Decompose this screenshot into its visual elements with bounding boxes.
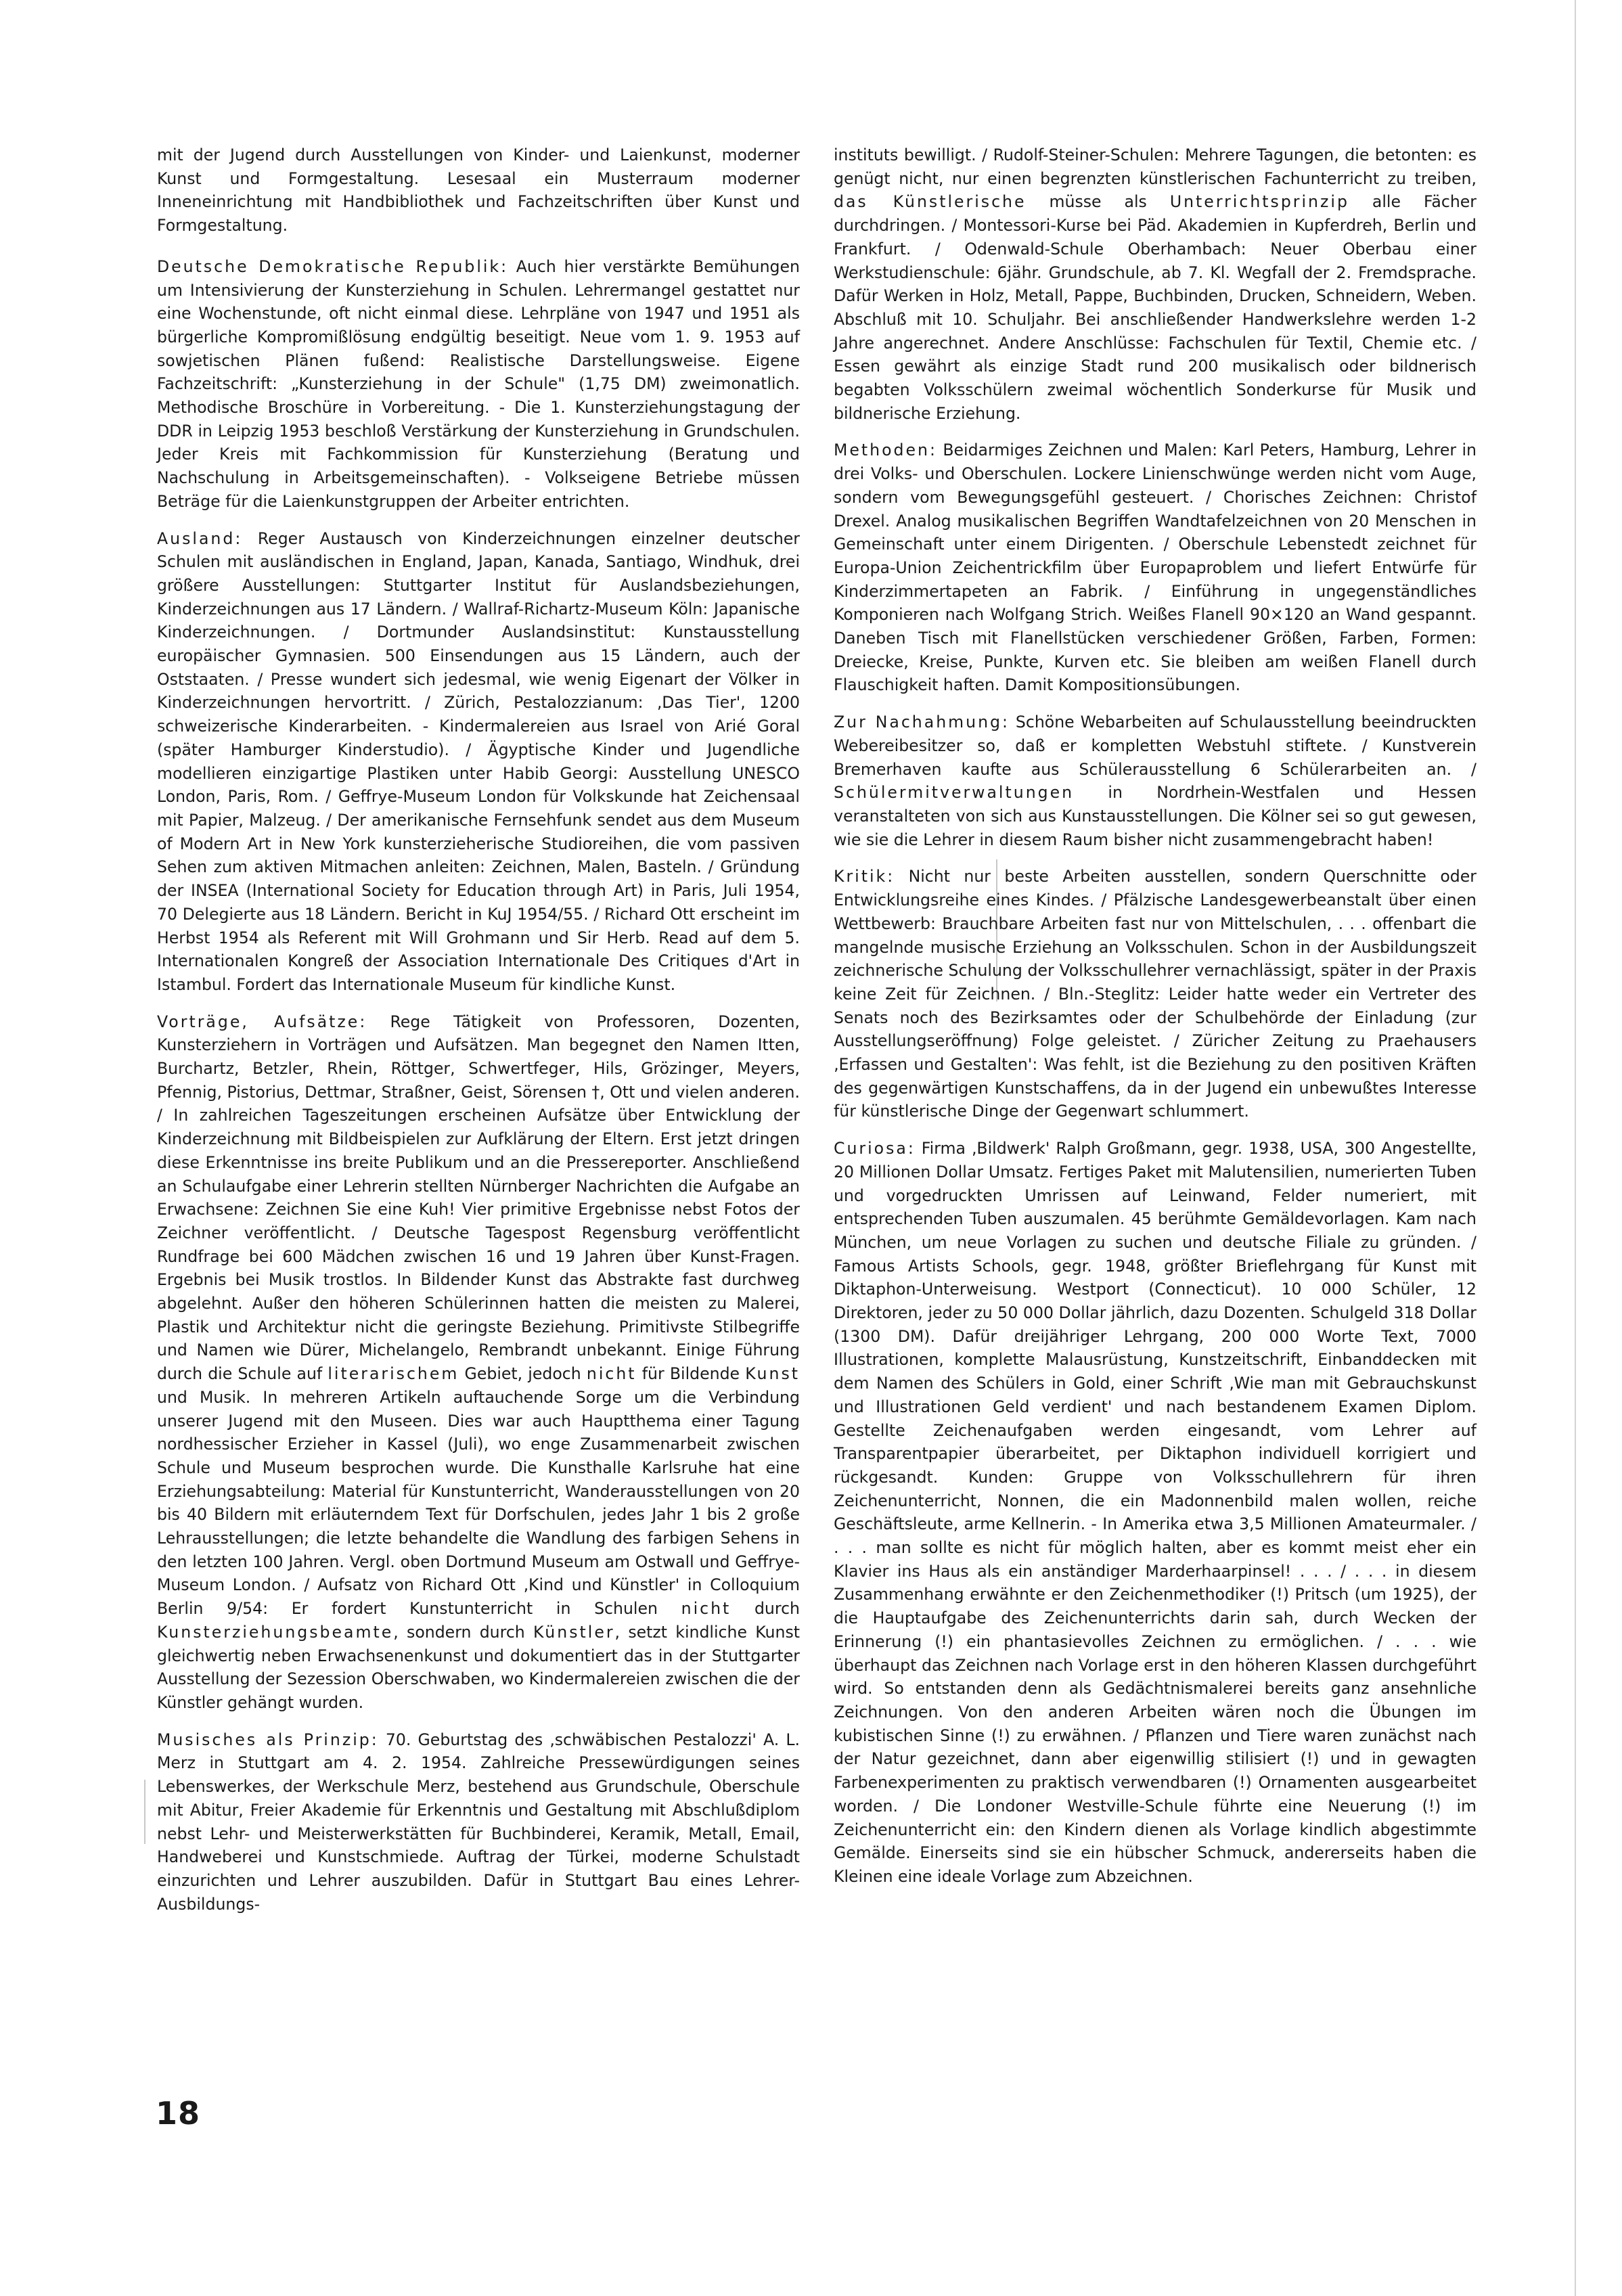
section-heading: Vorträge, Aufsätze:: [157, 1012, 367, 1031]
paragraph-musisches: Musisches als Prinzip: 70. Geburtstag des ‚schwäbischen Pestalozzi' A. L. Merz in Stuttgart am 4. 2. 1954. Zahlreiche Pressewürdigungen seines Lebenswerkes, der Werkschule Merz, bestehend aus Grundschule, Oberschule mit Abitur, Freier Akademie für Erkenntnis und Gestaltung mit Abschlußdiplom nebst Lehr- und Meisterwerkstätten für Buchbinderei, Keramik, Metall, Email, Handweberei und Kunstschmiede. Auftrag der Türkei, moderne Schulstadt einzurichten und Lehrer auszubilden. Dafür in Stuttgart Bau eines Lehrer-Ausbildungs-: [157, 1730, 800, 1914]
section-heading: Methoden:: [834, 441, 937, 460]
section-heading: Kritik:: [834, 867, 895, 886]
right-column: [834, 143, 1477, 1902]
spaced-word: literarischem: [328, 1364, 459, 1384]
left-column: [157, 143, 800, 1929]
section-heading: Ausland:: [157, 528, 243, 548]
paragraph-intro: mit der Jugend durch Ausstellungen von Kinder- und Laienkunst, moderner Kunst und Formgestaltung. Lesesaal ein Musterraum moderner Inneneinrichtung mit Handbibliothek und Fachzeitschriften über Kunst und Formgestaltung.: [157, 145, 800, 235]
paragraph-ddr: Deutsche Demokratische Republik: Auch hier verstärkte Bemühungen um Intensivierung der Kunsterziehung in Schulen. Lehrermangel gestattet nur eine Wochenstunde, oft nicht einmal diese. Lehrpläne von 1947 und 1951 als bürgerliche Kompromißlösung endgültig beseitigt. Neue vom 1. 9. 1953 auf sowjetischen Plänen fußend: Realistische Darstellungsweise. Eigene Fachzeitschrift: „Kunsterziehung in der Schule" (1,75 DM) zweimonatlich. Methodische Broschüre in Vorbereitung. - Die 1. Kunsterziehungstagung der DDR in Leipzig 1953 beschloß Verstärkung der Kunsterziehung in Grundschulen. Jeder Kreis mit Fachkommission für Kunsterziehung (Beratung und Nachschulung in Arbeitsgemeinschaften). - Volkseigene Betriebe müssen Beträge für die Laienkunstgruppen der Arbeiter entrichten.: [157, 256, 801, 511]
paragraph-vortraege: Vorträge, Aufsätze: Rege Tätigkeit von Professoren, Dozenten, Kunsterziehern in Vorträgen und Aufsätzen. Man begegnet den Namen Itten, Burchartz, Betzler, Rhein, Röttger, Schwertfeger, Hils, Grözinger, Meyers, Pfennig, Pistorius, Dettmar, Straßner, Geist, Sörensen †, Ott und vielen anderen. / In zahlreichen Tageszeitungen erscheinen Aufsätze über Entwicklung der Kinderzeichnung mit Bildbeispielen zur Aufklärung der Eltern. Erst jetzt dringen diese Erkenntnisse ins breite Publikum und an die Pressereporter. Anschließend an Schulaufgabe einer Lehrerin stellten Nürnberger Nachrichten die Aufgabe an Erwachsene: Zeichnen Sie eine Kuh! Vier primitive Ergebnisse nebst Fotos der Zeichner veröffentlicht. / Deutsche Tagespost Regensburg veröffentlicht Rundfrage bei 600 Mädchen zwischen 16 und 19 Jahren über Kunst-Fragen. Ergebnis bei Musik trostlos. In Bildender Kunst das Abstrakte fast durchweg abgelehnt. Außer den höheren Schülerinnen hatten die meisten zu Malerei, Plastik und Architektur nicht die geringste Beziehung. Primitivste Stilbegriffe und Namen wie Dürer, Michelangelo, Rembrandt unbekannt. Einige Führung durch die Schule auf literarischem Gebiet, jedoch nicht für Bildende Kunst und Musik. In mehreren Artikeln auftauchende Sorge um die Verbindung unserer Jugend mit den Museen. Dies war auch Hauptthema einer Tagung nordhessischer Erzieher in Kassel (Juli), wo enge Zusammenarbeit zwischen Schule und Museum besprochen wurde. Die Kunsthalle Karlsruhe hat eine Erziehungsabteilung: Material für Kunstunterricht, Wanderausstellungen von 20 bis 40 Bildern mit erläuterndem Text für Dorfschulen, jedes Jahr 1 bis 2 große Lehrausstellungen; die letzte behandelte die Wandlung des farbigen Sehens in den letzten 100 Jahren. Vergl. oben Dortmund Museum am Ostwall und Geffrye-Museum London. / Aufsatz von Richard Ott ‚Kind und Künstler' in Colloquium Berlin 9/54: Er fordert Kunstunterricht in Schulen nicht durch Kunsterziehungsbeamte, sondern durch Künstler, setzt kindliche Kunst gleichwertig neben Erwachsenenkunst und dokumentiert das in der Stuttgarter Ausstellung der Sezession Oberschwaben, wo Kindermalereien zwischen die der Künstler gehängt wurden.: [157, 1012, 800, 1712]
paragraph-methoden: Methoden: Beidarmiges Zeichnen und Malen: Karl Peters, Hamburg, Lehrer in drei Volks- und Oberschulen. Lockere Linienschwünge werden nicht vom Auge, sondern vom Bewegungsgefühl gesteuert. / Chorisches Zeichnen: Christof Drexel. Analog musikalischen Begriffen Wandtafelzeichnen von 20 Menschen in Gemeinschaft unter einem Dirigenten. / Oberschule Lebenstedt zeichnet für Europa-Union Zeichentrickfilm über Europaproblem und liefert Entwürfe für Kinderzimmertapeten an Fabrik. / Einführung in ungegenständliches Komponieren nach Wolfgang Strich. Weißes Flanell 90×120 an Wand gespannt. Daneben Tisch mit Flanellstücken verschiedener Größen, Farben, Formen: Dreiecke, Kreise, Punkte, Kurven etc. Sie bleiben am weißen Flanell durch Flauschigkeit haften. Damit Kompositionsübungen.: [834, 441, 1477, 695]
section-heading: Zur Nachahmung:: [834, 713, 1010, 732]
paragraph-ausland: Ausland: Reger Austausch von Kinderzeichnungen einzelner deutscher Schulen mit ausländischen in England, Japan, Kanada, Santiago, Windhuk, drei größere Ausstellungen: Stuttgarter Institut für Auslandsbeziehungen, Kinderzeichnungen aus 17 Ländern. / Wallraf-Richartz-Museum Köln: Japanische Kinderzeichnungen. / Dortmunder Auslandsinstitut: Kunstausstellung europäischer Gymnasien. 500 Einsendungen aus 15 Ländern, auch der Oststaaten. / Presse wundert sich jedesmal, wie wenig Eigenart der Völker in Kinderzeichnungen hervortritt. / Zürich, Pestalozzianum: ‚Das Tier', 1200 schweizerische Kinderarbeiten. - Kindermalereien aus Israel von Arié Goral (später Hamburger Kinderstudio). / Ägyptische Kinder und Jugendliche modellieren einzigartige Plastiken unter Habib Georgi: Ausstellung UNESCO London, Paris, Rom. / Geffrye-Museum London für Volkskunde hat Zeichensaal mit Papier, Malzeug. / Der amerikanische Fernsehfunk sendet aus dem Museum of Modern Art in New York kunsterzieherische Studioreihen, die vom passiven Sehen zum aktiven Mitmachen anleiten: Zeichnen, Malen, Basteln. / Gründung der INSEA (International Society for Education through Art) in Paris, Juli 1954, 70 Delegierte aus 18 Ländern. Bericht in KuJ 1954/55. / Richard Ott erscheint im Herbst 1954 als Referent mit Will Grohmann und Sir Herb. Read auf dem 5. Internationalen Kongreß der Association Internationale Des Critiques d'Art in Istambul. Fordert das Internationale Museum für kindliche Kunst.: [157, 528, 800, 994]
spaced-word: Kunst: [745, 1364, 800, 1384]
margin-mark-left: [144, 1780, 145, 1844]
page-number: 18: [156, 2095, 201, 2132]
paragraph-curiosa: Curiosa: Firma ‚Bildwerk' Ralph Großmann, gegr. 1938, USA, 300 Angestellte, 20 Millionen Dollar Umsatz. Fertiges Paket mit Malutensilien, numerierten Tuben und vorgedruckten Umrissen auf Leinwand, Felder numeriert, mit entsprechenden Tuben auszumalen. 45 berühmte Gemäldevorlagen. Kam nach München, um neue Vorlagen zu suchen und deutsche Filiale zu gründen. / Famous Artists Schools, gegr. 1948, größter Brieflehrgang für Kunst mit Diktaphon-Unterweisung. Westport (Connecticut). 10 000 Schüler, 12 Direktoren, jeder zu 50 000 Dollar jährlich, dazu Dozenten. Schulgeld 318 Dollar (1300 DM). Dafür dreijähriger Lehrgang, 200 000 Worte Text, 7000 Illustrationen, komplette Malausrüstung, Kunstzeitschrift, Einbanddecken mit dem Namen des Schülers in Gold, einer Schrift ‚Wie man mit Gebrauchskunst und Illustrationen Geld verdient' und nach bestandenem Examen Diplom. Gestellte Zeichenaufgaben werden eingesandt, vom Lehrer auf Transparentpapier überarbeitet, per Diktaphon individuell korrigiert und rückgesandt. Kunden: Gruppe von Volksschullehrern für ihren Zeichenunterricht, Nonnen, die ein Madonnenbild malen wollen, reiche Geschäftsleute, arme Kellnerin. - In Amerika etwa 3,5 Millionen Amateurmaler. / . . . man sollte es nicht für möglich halten, aber es kommt meist eher ein Klavier ins Haus als ein anständiger Marderhaarpinsel! . . . / . . . in diesem Zusammenhang erwähnte er den Zeichenmethodiker (!) Pritsch (um 1925), der die Hauptaufgabe des Zeichenunterrichts darin sah, durch Wecken der Erinnerung (!) ein phantasievolles Zeichnen zu ermöglichen. / . . . wie überhaupt das Zeichnen nach Vorlage erst in den höheren Klassen durchgeführt wird. So entstanden denn als Gedächtnismalerei bereits ganz ansehnliche Zeichnungen. Von den anderen Arbeiten wären noch die Übungen im kubistischen Sinne (!) zu erwähnen. / Pflanzen und Tiere waren zunächst nach der Natur gezeichnet, dann aber eigenwillig stilisiert (!) und in gewagten Farbenexperimenten zu praktisch verwendbaren (!) Ornamenten ausgearbeitet worden. / Die Londoner Westville-Schule führte eine Neuerung (!) im Zeichenunterricht ein: den Kindern dienen als Vorlage kindlich abgestimmte Gemälde. Einerseits sind sie ein hübscher Schmuck, andererseits haben die Kleinen eine ideale Vorlage zum Abzeichnen.: [834, 1139, 1477, 1886]
spaced-word: das Künstlerische: [834, 192, 1027, 212]
spaced-word: nicht: [586, 1364, 637, 1384]
spaced-word: nicht: [681, 1599, 731, 1619]
spaced-word: Künstler: [533, 1622, 615, 1642]
section-heading: Musisches als Prinzip:: [157, 1730, 379, 1749]
paragraph-nachahmung: Zur Nachahmung: Schöne Webarbeiten auf Schulausstellung beeindruckten Webereibesitzer so, daß er kompletten Webstuhl stiftete. / Kunstverein Bremerhaven kaufte aus Schülerausstellung 6 Schülerarbeiten an. / Schülermitverwaltungen in Nordrhein-Westfalen und Hessen veranstalteten von sich aus Kunstausstellungen. Die Kölner sei so gut gewesen, wie sie die Lehrer in diesem Raum bisher nicht zusammengebracht haben!: [834, 713, 1477, 849]
spaced-word: Kunsterziehungsbeamte: [157, 1622, 394, 1642]
section-heading: Curiosa:: [834, 1139, 916, 1158]
section-heading: Deutsche Demokratische Republik:: [157, 256, 509, 276]
paragraph-kritik: Kritik: Nicht nur beste Arbeiten ausstellen, sondern Querschnitte oder Entwicklungsreihe eines Kindes. / Pfälzische Landesgewerbeanstalt über einen Wettbewerb: Brauchbare Arbeiten fast nur von Mittelschulen, . . . offenbart die mangelnde musische Erziehung an Volksschulen. Schon in der Ausbildungszeit zeichnerische Schulung der Volksschullehrer vernachlässigt, später in der Praxis keine Zeit für Zeichnen. / Bln.-Steglitz: Leider hatte weder ein Vertreter des Senats noch des Bezirksamtes oder der Schulbehörde der Einladung (zur Ausstellungseröffnung) Folge geleistet. / Züricher Zeitung zu Praehausers ‚Erfassen und Gestalten': Was fehlt, ist die Beziehung zu den positiven Kräften des gegenwärtigen Kunstschaffens, da in der Jugend ein unbewußtes Interesse für künstlerische Dinge der Gegenwart schlummert.: [834, 867, 1477, 1121]
page-edge-line: [1575, 0, 1576, 2296]
spaced-word: Unterrichtsprinzip: [1169, 192, 1349, 212]
paragraph-schulen: instituts bewilligt. / Rudolf-Steiner-Schulen: Mehrere Tagungen, die betonten: es genügt nicht, nur einen begrenzten künstlerischen Fachunterricht zu treiben, das Künstlerische müsse als Unterrichtsprinzip alle Fächer durchdringen. / Montessori-Kurse bei Päd. Akademien in Kupferdreh, Berlin und Frankfurt. / Odenwald-Schule Oberhambach: Neuer Oberbau einer Werkstudienschule: 6jähr. Grundschule, ab 7. Kl. Wegfall der 2. Fremdsprache. Dafür Werken in Holz, Metall, Pappe, Buchbinden, Drucken, Schneidern, Weben. Abschluß mit 10. Schuljahr. Bei anschließender Handwerkslehre werden 1-2 Jahre angerechnet. Andere Anschlüsse: Fachschulen für Textil, Chemie etc. / Essen gewährt als einzige Stadt rund 200 musikalisch oder bildnerisch begabten Volksschülern zweimal wöchentlich Sonderkurse für Musik und bildnerische Erziehung.: [834, 145, 1477, 423]
spaced-word: Schülermitverwaltungen: [834, 783, 1075, 803]
